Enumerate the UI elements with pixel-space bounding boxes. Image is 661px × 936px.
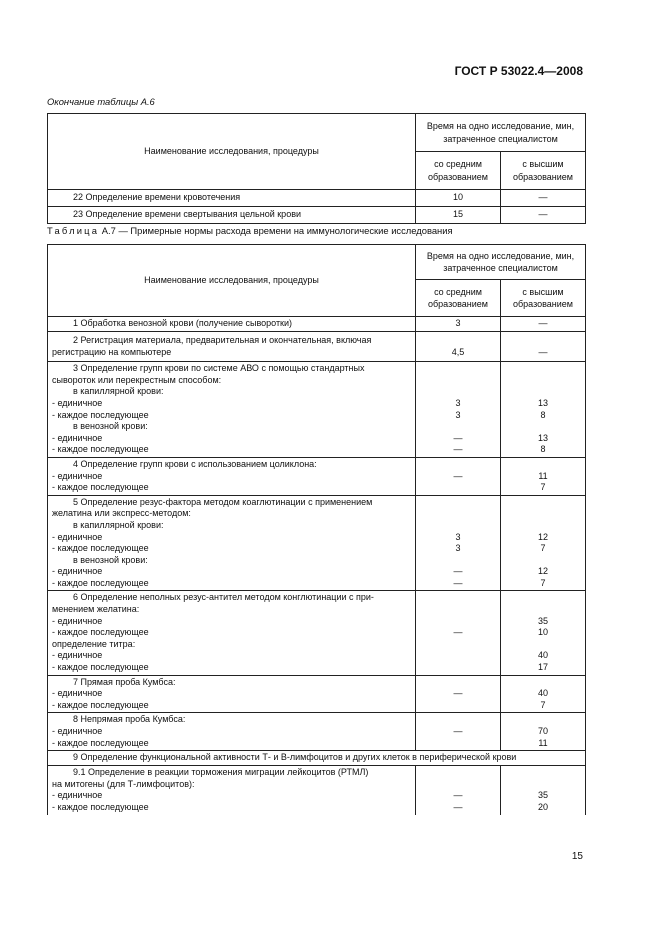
row-high: —	[501, 190, 586, 207]
table-row	[48, 495, 586, 591]
col-name-header: Наименование исследования, процедуры	[48, 114, 416, 190]
row-mid: 10	[416, 190, 501, 207]
table-a6-header-row	[48, 114, 586, 152]
row-high: 13 8 13 8	[501, 362, 586, 458]
row-high: 12 7 12 7	[501, 495, 586, 591]
table-a7-header-row	[48, 245, 586, 280]
row-mid: —	[416, 457, 501, 495]
row-name: 6 Определение неполных резус-антител методом конглютинации с при- менением желатина: - единичное - каждое последующее определение титра: - единичное - каждое последующее	[48, 591, 416, 675]
table-row	[48, 332, 586, 362]
row-name: 22 Определение времени кровотечения	[48, 190, 416, 207]
row-mid: 15	[416, 207, 501, 224]
page-number: 15	[571, 851, 583, 862]
row-mid: —	[416, 591, 501, 675]
row-name: 4 Определение групп крови с использованием цоликлона: - единичное - каждое последующее	[48, 457, 416, 495]
row-mid: — —	[416, 766, 501, 815]
col-mid-header: со средним образованием	[416, 280, 501, 317]
row-name: 23 Определение времени свертывания цельной крови	[48, 207, 416, 224]
table-a7-caption-text: А.7 — Примерные нормы расхода времени на иммунологические исследования	[99, 225, 453, 236]
row-mid: 4,5	[416, 332, 501, 362]
row-mid: 3	[416, 317, 501, 332]
row-name: 7 Прямая проба Кумбса: - единичное - каждое последующее	[48, 675, 416, 713]
row-mid: —	[416, 713, 501, 751]
row-name: 8 Непрямая проба Кумбса: - единичное - каждое последующее	[48, 713, 416, 751]
row-high: —	[501, 317, 586, 332]
row-name: 2 Регистрация материала, предварительная и окончательная, включая регистрацию на компьютере	[48, 332, 416, 362]
col-mid-header: со средним образованием	[416, 152, 501, 190]
table-row	[48, 675, 586, 713]
col-high-header: с высшим образованием	[501, 152, 586, 190]
row-high: 11 7	[501, 457, 586, 495]
section-heading: 9 Определение функциональной активности Т- и В-лимфоцитов и других клеток в периферической крови	[48, 751, 586, 766]
row-mid: —	[416, 675, 501, 713]
table-row	[48, 190, 586, 207]
row-high: —	[501, 332, 586, 362]
document-code: ГОСТ Р 53022.4—2008	[454, 64, 583, 78]
table-a7-caption-prefix: Таблица	[47, 225, 100, 236]
table-row	[48, 362, 586, 458]
table-a7	[47, 244, 586, 815]
col-time-header: Время на одно исследование, мин, затраченное специалистом	[416, 114, 586, 152]
table-row	[48, 317, 586, 332]
row-mid: 3 3 — —	[416, 362, 501, 458]
table-row	[48, 457, 586, 495]
row-high: 35 10 40 17	[501, 591, 586, 675]
table-a6-caption: Окончание таблицы А.6	[47, 96, 155, 107]
table-a6	[47, 113, 586, 224]
col-high-header: с высшим образованием	[501, 280, 586, 317]
row-high: 70 11	[501, 713, 586, 751]
table-row	[48, 766, 586, 815]
table-section-row	[48, 751, 586, 766]
row-name: 1 Обработка венозной крови (получение сыворотки)	[48, 317, 416, 332]
row-mid: 3 3 — —	[416, 495, 501, 591]
row-high: 40 7	[501, 675, 586, 713]
table-row	[48, 713, 586, 751]
col-name-header: Наименование исследования, процедуры	[48, 245, 416, 317]
row-name: 9.1 Определение в реакции торможения миграции лейкоцитов (РТМЛ) на митогены (для Т-лимфоцитов): - единичное - каждое последующее	[48, 766, 416, 815]
row-high: 35 20	[501, 766, 586, 815]
row-name: 3 Определение групп крови по системе АВО с помощью стандартных сывороток или перекрестным способом: в капиллярной крови: - единичное - каждое последующее в венозной крови: - единичное - каждое последующее	[48, 362, 416, 458]
table-row	[48, 207, 586, 224]
table-row	[48, 591, 586, 675]
row-high: —	[501, 207, 586, 224]
row-name: 5 Определение резус-фактора методом коаглютинации с применением желатина или экспресс-методом: в капиллярной крови: - единичное - каждое последующее в венозной крови: - единичное - каждое последующее	[48, 495, 416, 591]
table-a7-caption	[47, 225, 453, 236]
col-time-header: Время на одно исследование, мин, затраченное специалистом	[416, 245, 586, 280]
